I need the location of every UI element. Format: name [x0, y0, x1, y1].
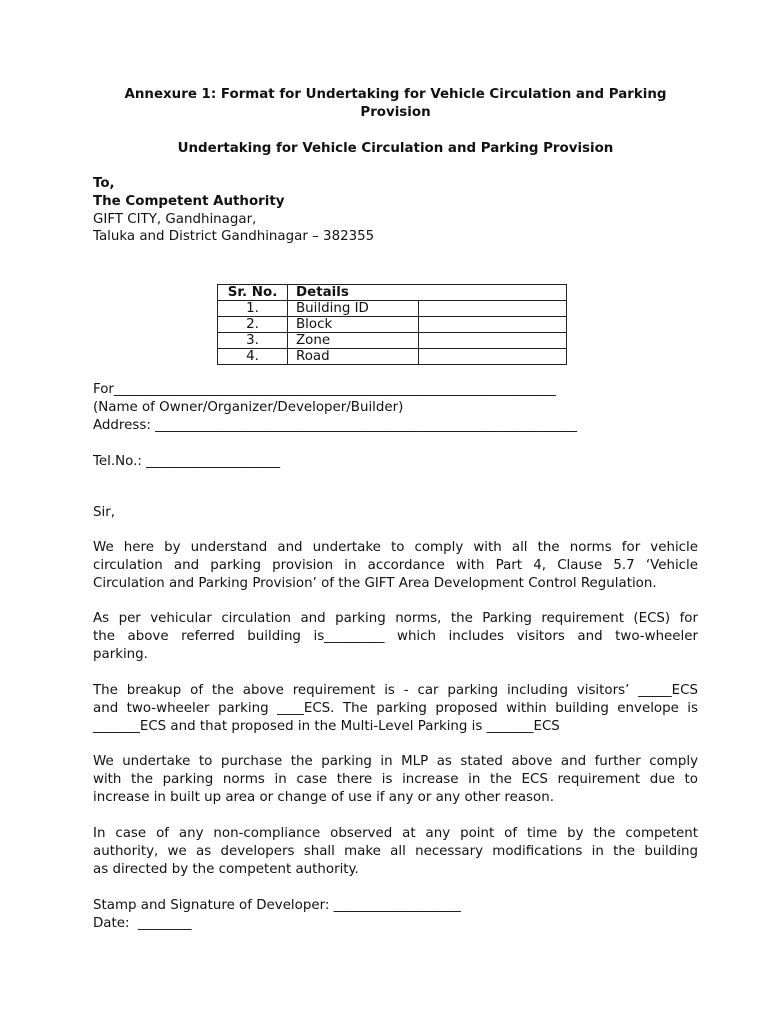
for-field: For__________________________________________________________________ — [93, 382, 556, 397]
addressee-line-1: GIFT CITY, Gandhinagar, — [93, 211, 257, 227]
stamp-signature-field: Stamp and Signature of Developer: ___________________ — [93, 898, 461, 913]
table-header-row — [218, 285, 567, 301]
table-row: 3. Zone — [218, 333, 567, 349]
paragraph-2: As per vehicular circulation and parking norms, the Parking requirement (ECS) for the above referred building is_________ which includes visitors and two-wheeler parking. — [93, 611, 698, 662]
header-sr-no: Sr. No. — [218, 285, 288, 301]
owner-name-label: (Name of Owner/Organizer/Developer/Builder) — [93, 399, 404, 415]
paragraph-4: We undertake to purchase the parking in MLP as stated above and further comply with the parking norms in case there is increase in the ECS requirement due to increase in built up area or change of use if any or any other reason. — [93, 754, 698, 805]
table-row: 1. Building ID — [218, 301, 567, 317]
applicant-fields — [93, 381, 698, 434]
annexure-title-line-1: Annexure 1: Format for Undertaking for Vehicle Circulation and Parking — [124, 87, 667, 102]
details-table — [217, 284, 567, 365]
addressee-to: To, — [93, 176, 115, 191]
blank-cell — [419, 349, 567, 365]
tel-field: Tel.No.: ____________________ — [93, 454, 281, 469]
table-row: 4. Road — [218, 349, 567, 365]
signature-block — [93, 897, 698, 933]
annexure-title-line-2: Provision — [360, 104, 431, 120]
paragraph-1: We here by understand and undertake to comply with all the norms for vehicle circulation and parking provision in accordance with Part 4, Clause 5.7 ‘Vehicle Circulation and Parking Provision’ of the GIFT Area Development Control Regulation. — [93, 540, 698, 591]
header-details: Details — [288, 285, 567, 301]
annexure-title — [93, 86, 698, 122]
blank-cell — [419, 301, 567, 317]
table-row: 2. Block — [218, 317, 567, 333]
blank-cell — [419, 333, 567, 349]
date-field: Date: ________ — [93, 915, 192, 931]
address-field: Address: _______________________________________________________________ — [93, 417, 577, 433]
paragraph-5: In case of any non-compliance observed at any point of time by the competent authority, we as developers shall make all necessary modifications in the building as directed by the competent authority. — [93, 826, 698, 877]
blank-cell — [419, 317, 567, 333]
addressee-line-2: Taluka and District Gandhinagar – 382355 — [93, 229, 375, 245]
document-subtitle: Undertaking for Vehicle Circulation and Parking Provision — [177, 141, 614, 156]
salutation: Sir, — [93, 505, 115, 520]
addressee-block — [93, 175, 698, 246]
paragraph-3: The breakup of the above requirement is - car parking including visitors’ _____ECS and two-wheeler parking ____ECS. The parking proposed within building envelope is _______ECS and that proposed in the Multi-Level Parking is _______ECS — [93, 683, 698, 734]
addressee-authority: The Competent Authority — [93, 193, 285, 209]
